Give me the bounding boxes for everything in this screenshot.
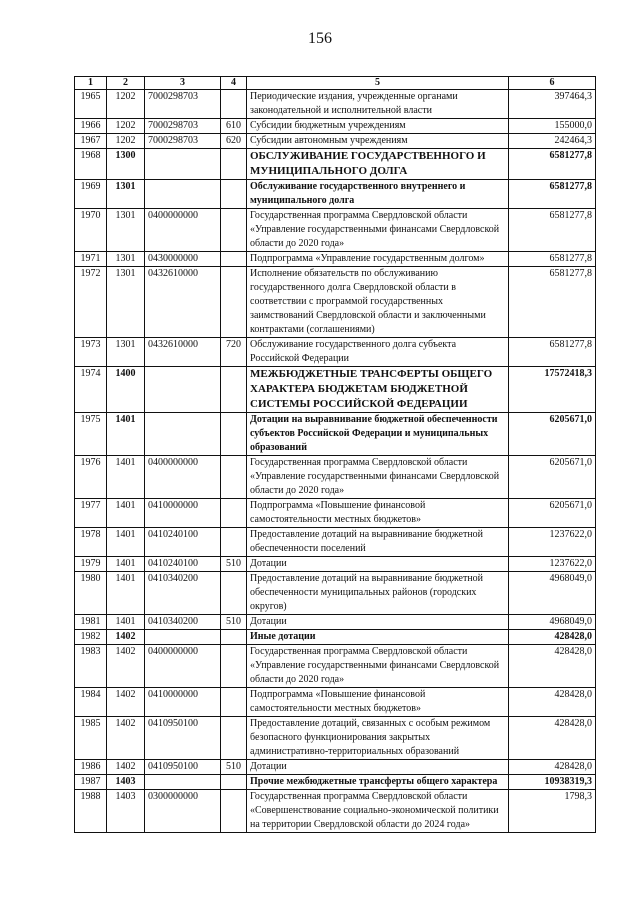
row-number-cell: 1965 <box>75 90 107 119</box>
section-code-cell: 1202 <box>107 90 145 119</box>
row-number-cell: 1987 <box>75 775 107 790</box>
row-number-cell: 1974 <box>75 367 107 413</box>
table-row <box>75 790 596 833</box>
item-name-cell: Предоставление дотаций на выравнивание бюджетной обеспеченности поселений <box>247 528 509 557</box>
item-name-cell: МЕЖБЮДЖЕТНЫЕ ТРАНСФЕРТЫ ОБЩЕГО ХАРАКТЕРА БЮДЖЕТАМ БЮДЖЕТНОЙ СИСТЕМЫ РОССИЙСКОЙ ФЕДЕРАЦИИ <box>247 367 509 413</box>
item-name-cell: Обслуживание государственного внутреннего и муниципального долга <box>247 180 509 209</box>
amount-cell: 6581277,8 <box>509 180 596 209</box>
table-row <box>75 456 596 499</box>
header-col-2: 2 <box>107 77 145 90</box>
amount-cell: 6581277,8 <box>509 149 596 180</box>
section-code-cell: 1403 <box>107 775 145 790</box>
expense-type-cell: 510 <box>221 760 247 775</box>
target-code-cell: 0410240100 <box>145 528 221 557</box>
target-code-cell: 0410240100 <box>145 557 221 572</box>
item-name-cell: Дотации <box>247 760 509 775</box>
table-row <box>75 760 596 775</box>
row-number-cell: 1973 <box>75 338 107 367</box>
row-number-cell: 1988 <box>75 790 107 833</box>
table-row <box>75 338 596 367</box>
expense-type-cell <box>221 90 247 119</box>
item-name-cell: Подпрограмма «Повышение финансовой самостоятельности местных бюджетов» <box>247 499 509 528</box>
item-name-cell: Субсидии автономным учреждениям <box>247 134 509 149</box>
table-row <box>75 252 596 267</box>
row-number-cell: 1980 <box>75 572 107 615</box>
table-header-row <box>75 77 596 90</box>
item-name-cell: Государственная программа Свердловской области «Управление государственными финансами Свердловской области до 2020 года» <box>247 209 509 252</box>
expense-type-cell <box>221 630 247 645</box>
expense-type-cell: 610 <box>221 119 247 134</box>
amount-cell: 155000,0 <box>509 119 596 134</box>
target-code-cell: 0432610000 <box>145 338 221 367</box>
section-code-cell: 1402 <box>107 630 145 645</box>
row-number-cell: 1970 <box>75 209 107 252</box>
item-name-cell: Государственная программа Свердловской области «Управление государственными финансами Свердловской области до 2020 года» <box>247 645 509 688</box>
row-number-cell: 1972 <box>75 267 107 338</box>
table-row <box>75 775 596 790</box>
expense-type-cell <box>221 367 247 413</box>
amount-cell: 6581277,8 <box>509 252 596 267</box>
amount-cell: 397464,3 <box>509 90 596 119</box>
section-code-cell: 1202 <box>107 119 145 134</box>
amount-cell: 242464,3 <box>509 134 596 149</box>
section-code-cell: 1402 <box>107 688 145 717</box>
item-name-cell: Исполнение обязательств по обслуживанию государственного долга Свердловской области в соответствии с программой государственных заимствований Свердловской области и заключенными контрактами (соглашениями) <box>247 267 509 338</box>
table-row <box>75 688 596 717</box>
row-number-cell: 1969 <box>75 180 107 209</box>
section-code-cell: 1400 <box>107 367 145 413</box>
section-code-cell: 1401 <box>107 499 145 528</box>
section-code-cell: 1402 <box>107 717 145 760</box>
target-code-cell: 0432610000 <box>145 267 221 338</box>
item-name-cell: Субсидии бюджетным учреждениям <box>247 119 509 134</box>
item-name-cell: Обслуживание государственного долга субъекта Российской Федерации <box>247 338 509 367</box>
table-body <box>75 90 596 833</box>
target-code-cell: 0410000000 <box>145 499 221 528</box>
table-row <box>75 615 596 630</box>
target-code-cell: 0410950100 <box>145 717 221 760</box>
row-number-cell: 1982 <box>75 630 107 645</box>
target-code-cell <box>145 149 221 180</box>
amount-cell: 1798,3 <box>509 790 596 833</box>
header-col-6: 6 <box>509 77 596 90</box>
amount-cell: 428428,0 <box>509 630 596 645</box>
expense-type-cell <box>221 209 247 252</box>
section-code-cell: 1403 <box>107 790 145 833</box>
row-number-cell: 1985 <box>75 717 107 760</box>
table-row <box>75 367 596 413</box>
section-code-cell: 1301 <box>107 267 145 338</box>
expense-type-cell <box>221 790 247 833</box>
amount-cell: 6581277,8 <box>509 267 596 338</box>
item-name-cell: Прочие межбюджетные трансферты общего характера <box>247 775 509 790</box>
item-name-cell: Иные дотации <box>247 630 509 645</box>
expense-type-cell <box>221 645 247 688</box>
row-number-cell: 1971 <box>75 252 107 267</box>
budget-table <box>74 76 596 833</box>
amount-cell: 10938319,3 <box>509 775 596 790</box>
section-code-cell: 1401 <box>107 528 145 557</box>
section-code-cell: 1402 <box>107 760 145 775</box>
table-row <box>75 528 596 557</box>
target-code-cell <box>145 775 221 790</box>
item-name-cell: Дотации на выравнивание бюджетной обеспеченности субъектов Российской Федерации и муниципальных образований <box>247 413 509 456</box>
item-name-cell: Дотации <box>247 557 509 572</box>
expense-type-cell <box>221 180 247 209</box>
table-row <box>75 267 596 338</box>
header-col-1: 1 <box>75 77 107 90</box>
table-row <box>75 645 596 688</box>
amount-cell: 6581277,8 <box>509 338 596 367</box>
expense-type-cell <box>221 413 247 456</box>
table-row <box>75 149 596 180</box>
section-code-cell: 1300 <box>107 149 145 180</box>
section-code-cell: 1402 <box>107 645 145 688</box>
row-number-cell: 1968 <box>75 149 107 180</box>
section-code-cell: 1301 <box>107 252 145 267</box>
target-code-cell <box>145 630 221 645</box>
amount-cell: 6205671,0 <box>509 499 596 528</box>
section-code-cell: 1401 <box>107 557 145 572</box>
target-code-cell: 0410340200 <box>145 615 221 630</box>
section-code-cell: 1401 <box>107 572 145 615</box>
target-code-cell: 7000298703 <box>145 119 221 134</box>
table-row <box>75 90 596 119</box>
amount-cell: 17572418,3 <box>509 367 596 413</box>
row-number-cell: 1983 <box>75 645 107 688</box>
page-number: 156 <box>308 30 332 47</box>
expense-type-cell <box>221 528 247 557</box>
table-row <box>75 209 596 252</box>
target-code-cell: 7000298703 <box>145 134 221 149</box>
section-code-cell: 1401 <box>107 413 145 456</box>
amount-cell: 428428,0 <box>509 717 596 760</box>
expense-type-cell: 510 <box>221 557 247 572</box>
amount-cell: 1237622,0 <box>509 557 596 572</box>
item-name-cell: Подпрограмма «Управление государственным долгом» <box>247 252 509 267</box>
expense-type-cell <box>221 456 247 499</box>
target-code-cell: 0410340200 <box>145 572 221 615</box>
expense-type-cell: 510 <box>221 615 247 630</box>
target-code-cell: 0400000000 <box>145 209 221 252</box>
row-number-cell: 1977 <box>75 499 107 528</box>
target-code-cell: 0410950100 <box>145 760 221 775</box>
expense-type-cell: 620 <box>221 134 247 149</box>
target-code-cell: 0430000000 <box>145 252 221 267</box>
section-code-cell: 1301 <box>107 338 145 367</box>
section-code-cell: 1401 <box>107 615 145 630</box>
expense-type-cell <box>221 252 247 267</box>
table-row <box>75 180 596 209</box>
item-name-cell: ОБСЛУЖИВАНИЕ ГОСУДАРСТВЕННОГО И МУНИЦИПАЛЬНОГО ДОЛГА <box>247 149 509 180</box>
section-code-cell: 1401 <box>107 456 145 499</box>
table-row <box>75 134 596 149</box>
row-number-cell: 1976 <box>75 456 107 499</box>
table-row <box>75 119 596 134</box>
target-code-cell <box>145 367 221 413</box>
expense-type-cell <box>221 499 247 528</box>
item-name-cell: Государственная программа Свердловской области «Управление государственными финансами Свердловской области до 2020 года» <box>247 456 509 499</box>
row-number-cell: 1979 <box>75 557 107 572</box>
header-col-4: 4 <box>221 77 247 90</box>
table-row <box>75 557 596 572</box>
expense-type-cell <box>221 572 247 615</box>
expense-type-cell <box>221 717 247 760</box>
row-number-cell: 1981 <box>75 615 107 630</box>
item-name-cell: Предоставление дотаций на выравнивание бюджетной обеспеченности муниципальных районов (городских округов) <box>247 572 509 615</box>
amount-cell: 4968049,0 <box>509 615 596 630</box>
header-col-5: 5 <box>247 77 509 90</box>
target-code-cell <box>145 180 221 209</box>
amount-cell: 428428,0 <box>509 688 596 717</box>
item-name-cell: Предоставление дотаций, связанных с особым режимом безопасного функционирования закрытых административно-территориальных образований <box>247 717 509 760</box>
target-code-cell: 7000298703 <box>145 90 221 119</box>
row-number-cell: 1966 <box>75 119 107 134</box>
expense-type-cell <box>221 267 247 338</box>
item-name-cell: Государственная программа Свердловской области «Совершенствование социально-экономической политики на территории Свердловской области до 2024 года» <box>247 790 509 833</box>
table-row <box>75 717 596 760</box>
target-code-cell: 0410000000 <box>145 688 221 717</box>
target-code-cell <box>145 413 221 456</box>
amount-cell: 1237622,0 <box>509 528 596 557</box>
table-row <box>75 499 596 528</box>
target-code-cell: 0300000000 <box>145 790 221 833</box>
table-row <box>75 413 596 456</box>
item-name-cell: Подпрограмма «Повышение финансовой самостоятельности местных бюджетов» <box>247 688 509 717</box>
expense-type-cell: 720 <box>221 338 247 367</box>
section-code-cell: 1301 <box>107 180 145 209</box>
row-number-cell: 1978 <box>75 528 107 557</box>
row-number-cell: 1984 <box>75 688 107 717</box>
item-name-cell: Периодические издания, учрежденные органами законодательной и исполнительной власти <box>247 90 509 119</box>
amount-cell: 428428,0 <box>509 645 596 688</box>
item-name-cell: Дотации <box>247 615 509 630</box>
target-code-cell: 0400000000 <box>145 456 221 499</box>
section-code-cell: 1202 <box>107 134 145 149</box>
amount-cell: 6205671,0 <box>509 456 596 499</box>
table-row <box>75 630 596 645</box>
expense-type-cell <box>221 775 247 790</box>
row-number-cell: 1975 <box>75 413 107 456</box>
expense-type-cell <box>221 688 247 717</box>
section-code-cell: 1301 <box>107 209 145 252</box>
table-row <box>75 572 596 615</box>
amount-cell: 428428,0 <box>509 760 596 775</box>
amount-cell: 6581277,8 <box>509 209 596 252</box>
row-number-cell: 1986 <box>75 760 107 775</box>
amount-cell: 4968049,0 <box>509 572 596 615</box>
expense-type-cell <box>221 149 247 180</box>
amount-cell: 6205671,0 <box>509 413 596 456</box>
row-number-cell: 1967 <box>75 134 107 149</box>
target-code-cell: 0400000000 <box>145 645 221 688</box>
header-col-3: 3 <box>145 77 221 90</box>
